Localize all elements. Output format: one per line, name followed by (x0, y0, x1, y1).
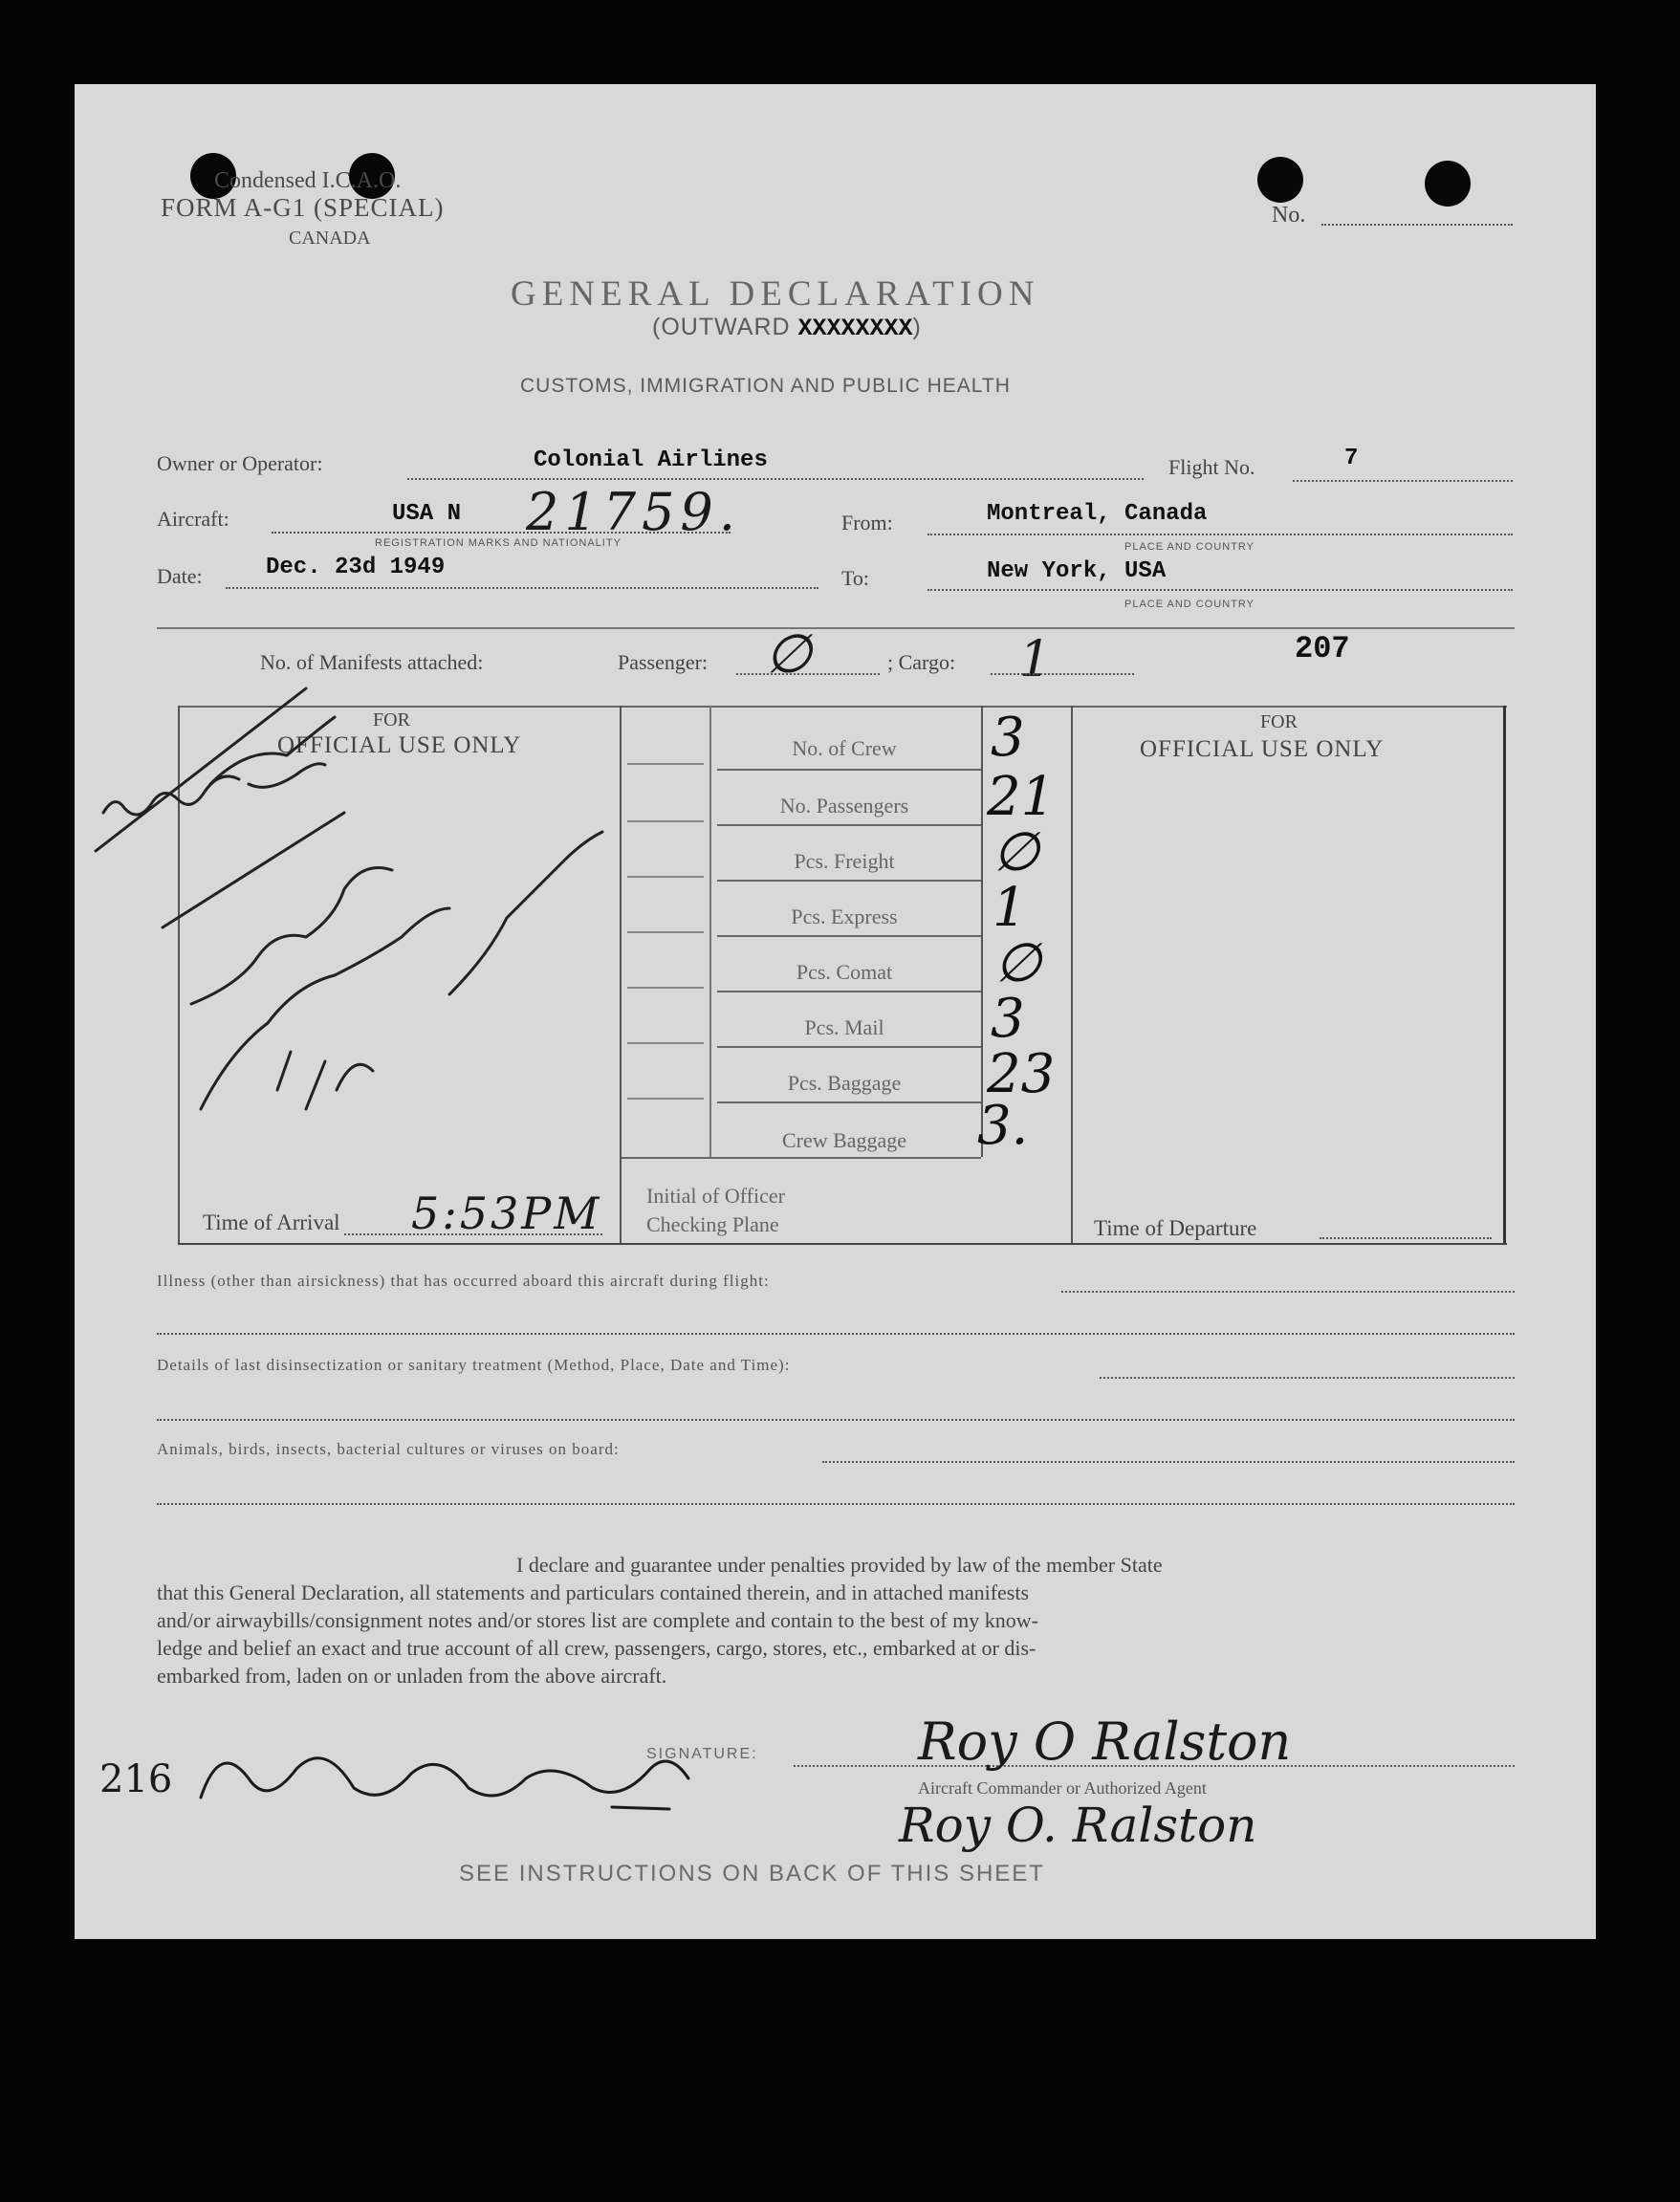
handwritten-stroke (96, 688, 306, 851)
passenger-field-line (736, 673, 880, 675)
date-label: Date: (157, 564, 203, 588)
crew-value: 3 (991, 707, 1025, 769)
from-label: From: (841, 511, 893, 534)
form-subtitle (652, 314, 922, 342)
passenger-label: Passenger: (618, 650, 709, 674)
signature-2: Roy O. Ralston (899, 1798, 1257, 1853)
comat-value: ∅ (994, 932, 1041, 994)
number-field-line (1321, 224, 1513, 226)
crew-baggage-value: 3. (977, 1095, 1029, 1157)
to-caption: PLACE AND COUNTRY (1124, 599, 1255, 610)
grid-divider-4 (1071, 706, 1073, 1245)
from-caption: PLACE AND COUNTRY (1124, 541, 1255, 553)
baggage-label: Pcs. Baggage (787, 1071, 902, 1095)
illness-label: Illness (other than airsickness) that has occurred aboard this aircraft during flight: (157, 1272, 770, 1290)
animals-label: Animals, birds, insects, bacterial cultures or viruses on board: (157, 1440, 620, 1458)
punch-hole (1257, 157, 1303, 203)
disinsect-label: Details of last disinsectization or sanitary treatment (Method, Place, Date and Time): (157, 1356, 791, 1374)
row-rule (717, 880, 981, 882)
signature-label: SIGNATURE: (646, 1746, 758, 1762)
aircraft-field-line (272, 532, 731, 534)
right-for-label: FOR (1260, 711, 1298, 732)
row-rule (717, 991, 981, 992)
owner-label: Owner or Operator: (157, 451, 323, 475)
handwritten-stroke (210, 717, 335, 784)
row-rule (717, 935, 981, 937)
col-tick (627, 820, 704, 822)
signature-1: Roy O Ralston (918, 1711, 1292, 1772)
row-rule (622, 1157, 981, 1159)
col-tick (627, 763, 704, 765)
to-field-line (927, 589, 1513, 591)
baggage-value: 23 (987, 1043, 1056, 1105)
initial-officer-line2: Checking Plane (646, 1212, 779, 1236)
aircraft-handwritten: 21759. (526, 482, 741, 542)
express-value: 1 (993, 877, 1027, 939)
col-tick (627, 1098, 704, 1100)
form-title: GENERAL DECLARATION (511, 274, 1040, 314)
comat-label: Pcs. Comat (796, 960, 893, 984)
handwritten-scribble (191, 1721, 765, 1826)
crew-baggage-label: Crew Baggage (781, 1128, 907, 1152)
freight-value: ∅ (993, 821, 1039, 883)
handwritten-stroke (201, 1758, 688, 1809)
left-for-label: FOR (373, 709, 410, 730)
declaration-line-1: I declare and guarantee under penalties provided by law of the member State (516, 1553, 1163, 1577)
org-line: Condensed I.C.A.O. (214, 168, 402, 193)
row-rule (717, 1046, 981, 1048)
grid-divider-2 (709, 706, 711, 1157)
manifests-label: No. of Manifests attached: (260, 650, 484, 674)
signature-caption: Aircraft Commander or Authorized Agent (918, 1778, 1207, 1798)
to-value: New York, USA (987, 558, 1167, 584)
subtitle-prefix: (OUTWARD (652, 314, 798, 340)
row-rule (717, 769, 981, 771)
flight-label: Flight No. (1168, 455, 1255, 479)
left-official-title: OFFICIAL USE ONLY (277, 732, 522, 758)
illness-field-line-1 (1061, 1291, 1515, 1293)
declaration-line-5: embarked from, laden on or unladen from the above aircraft. (157, 1664, 667, 1688)
handwritten-stroke (191, 868, 392, 1005)
crew-label: No. of Crew (792, 736, 897, 760)
passenger-manifest-value: ∅ (765, 623, 812, 686)
illness-field-line-2 (157, 1333, 1515, 1335)
declaration-line-4: ledge and belief an exact and true account of all crew, passengers, cargo, stores, etc., embarked at or dis- (157, 1636, 1036, 1660)
handwritten-stroke (201, 908, 449, 1109)
express-label: Pcs. Express (791, 905, 898, 928)
handwritten-stroke (449, 832, 602, 994)
cargo-manifest-value: 1 (1019, 631, 1052, 688)
initial-officer-line1: Initial of Officer (646, 1184, 785, 1208)
col-tick (627, 987, 704, 989)
department-line: CUSTOMS, IMMIGRATION AND PUBLIC HEALTH (520, 375, 1011, 397)
aircraft-label: Aircraft: (157, 507, 229, 531)
to-label: To: (841, 566, 870, 590)
freight-label: Pcs. Freight (794, 849, 895, 873)
owner-value: Colonial Airlines (534, 447, 768, 473)
passengers-label: No. Passengers (779, 794, 909, 818)
declaration-line-2: that this General Declaration, all statements and particulars contained therein, and in attached manifests (157, 1581, 1030, 1604)
cargo-label: ; Cargo: (887, 650, 956, 674)
handwritten-notes (86, 574, 679, 1128)
disinsect-field-line-1 (1100, 1377, 1515, 1379)
owner-field-line (407, 478, 1144, 480)
from-field-line (927, 534, 1513, 535)
arrival-label: Time of Arrival (203, 1210, 340, 1234)
grid-bottom-border (178, 1243, 1507, 1245)
registration-caption: REGISTRATION MARKS AND NATIONALITY (375, 537, 622, 549)
flight-field-line (1293, 480, 1513, 482)
cargo-field-line (991, 673, 1134, 675)
row-rule (717, 824, 981, 826)
animals-field-line-2 (157, 1503, 1515, 1505)
passengers-value: 21 (987, 766, 1056, 828)
handwritten-stroke (163, 813, 344, 927)
row-rule (717, 1101, 981, 1103)
subtitle-suffix: ) (912, 314, 922, 340)
arrival-value: 5:53PM (411, 1188, 602, 1239)
animals-field-line-1 (822, 1461, 1515, 1463)
departure-label: Time of Departure (1094, 1216, 1257, 1240)
flight-value: 7 (1344, 446, 1359, 471)
grid-divider-3 (981, 706, 983, 1157)
date-value: Dec. 23d 1949 (266, 555, 446, 580)
col-tick (627, 931, 704, 933)
declaration-line-3: and/or airwaybills/consignment notes and/or stores list are complete and contain to the best of my know- (157, 1608, 1038, 1632)
stamp-number: 207 (1295, 631, 1350, 666)
footer-instructions: SEE INSTRUCTIONS ON BACK OF THIS SHEET (459, 1861, 1045, 1886)
left-handwritten-note: 216 (99, 1757, 173, 1801)
grid-right-border (1503, 706, 1506, 1245)
mail-label: Pcs. Mail (804, 1015, 884, 1039)
departure-field-line (1320, 1237, 1492, 1239)
punch-hole (1425, 161, 1471, 207)
col-tick (627, 876, 704, 878)
right-official-title: OFFICIAL USE ONLY (1140, 736, 1385, 762)
subtitle-struck: XXXXXXXX (797, 315, 913, 342)
aircraft-typed: USA N (392, 501, 462, 527)
form-id: FORM A-G1 (SPECIAL) (161, 193, 445, 222)
handwritten-stroke (103, 776, 239, 815)
handwritten-stroke (249, 764, 325, 788)
country-label: CANADA (289, 228, 371, 249)
handwritten-stroke (277, 1052, 373, 1109)
mail-value: 3 (991, 988, 1025, 1050)
col-tick (627, 1042, 704, 1044)
from-value: Montreal, Canada (987, 501, 1208, 527)
number-label: No. (1272, 203, 1306, 228)
disinsect-field-line-2 (157, 1419, 1515, 1421)
